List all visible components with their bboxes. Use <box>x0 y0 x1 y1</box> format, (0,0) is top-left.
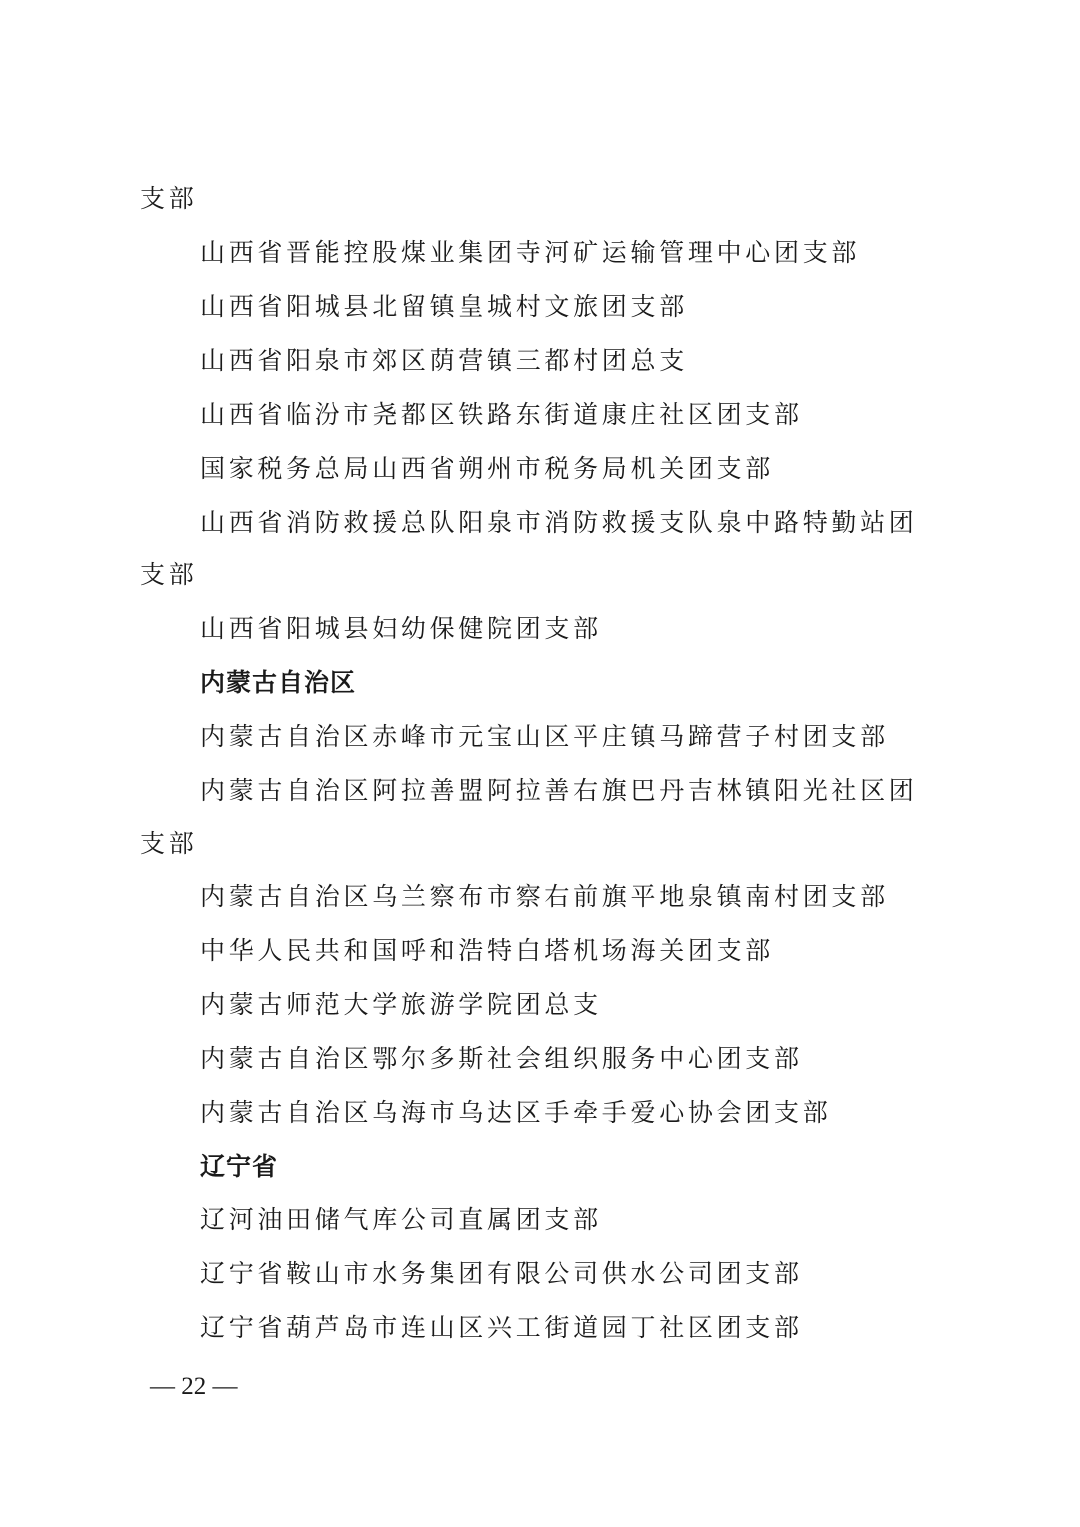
list-item: 辽宁省鞍山市水务集团有限公司供水公司团支部 <box>200 1259 803 1288</box>
list-item: 国家税务总局山西省朔州市税务局机关团支部 <box>200 454 775 483</box>
list-item: 山西省阳泉市郊区荫营镇三都村团总支 <box>200 346 688 375</box>
list-item: 辽河油田储气库公司直属团支部 <box>200 1205 602 1234</box>
list-item: 内蒙古自治区阿拉善盟阿拉善右旗巴丹吉林镇阳光社区团 <box>200 776 918 805</box>
list-item: 内蒙古自治区乌海市乌达区手牵手爱心协会团支部 <box>200 1098 832 1127</box>
list-item: 山西省临汾市尧都区铁路东街道康庄社区团支部 <box>200 400 803 429</box>
list-item: 内蒙古自治区赤峰市元宝山区平庄镇马蹄营子村团支部 <box>200 722 889 751</box>
section-heading-liaoning: 辽宁省 <box>200 1152 279 1181</box>
list-item: 山西省晋能控股煤业集团寺河矿运输管理中心团支部 <box>200 238 861 267</box>
list-item: 中华人民共和国呼和浩特白塔机场海关团支部 <box>200 936 775 965</box>
page-number: — 22 — <box>150 1373 238 1400</box>
continuation-text: 支部 <box>140 184 198 213</box>
list-item: 辽宁省葫芦岛市连山区兴工街道园丁社区团支部 <box>200 1313 803 1342</box>
list-item: 山西省消防救援总队阳泉市消防救援支队泉中路特勤站团 <box>200 508 918 537</box>
list-item: 山西省阳城县妇幼保健院团支部 <box>200 614 602 643</box>
continuation-text: 支部 <box>140 560 198 589</box>
continuation-text: 支部 <box>140 829 198 858</box>
list-item: 山西省阳城县北留镇皇城村文旅团支部 <box>200 292 688 321</box>
section-heading-inner-mongolia: 内蒙古自治区 <box>200 668 357 697</box>
list-item: 内蒙古自治区乌兰察布市察右前旗平地泉镇南村团支部 <box>200 882 889 911</box>
list-item: 内蒙古自治区鄂尔多斯社会组织服务中心团支部 <box>200 1044 803 1073</box>
list-item: 内蒙古师范大学旅游学院团总支 <box>200 990 602 1019</box>
